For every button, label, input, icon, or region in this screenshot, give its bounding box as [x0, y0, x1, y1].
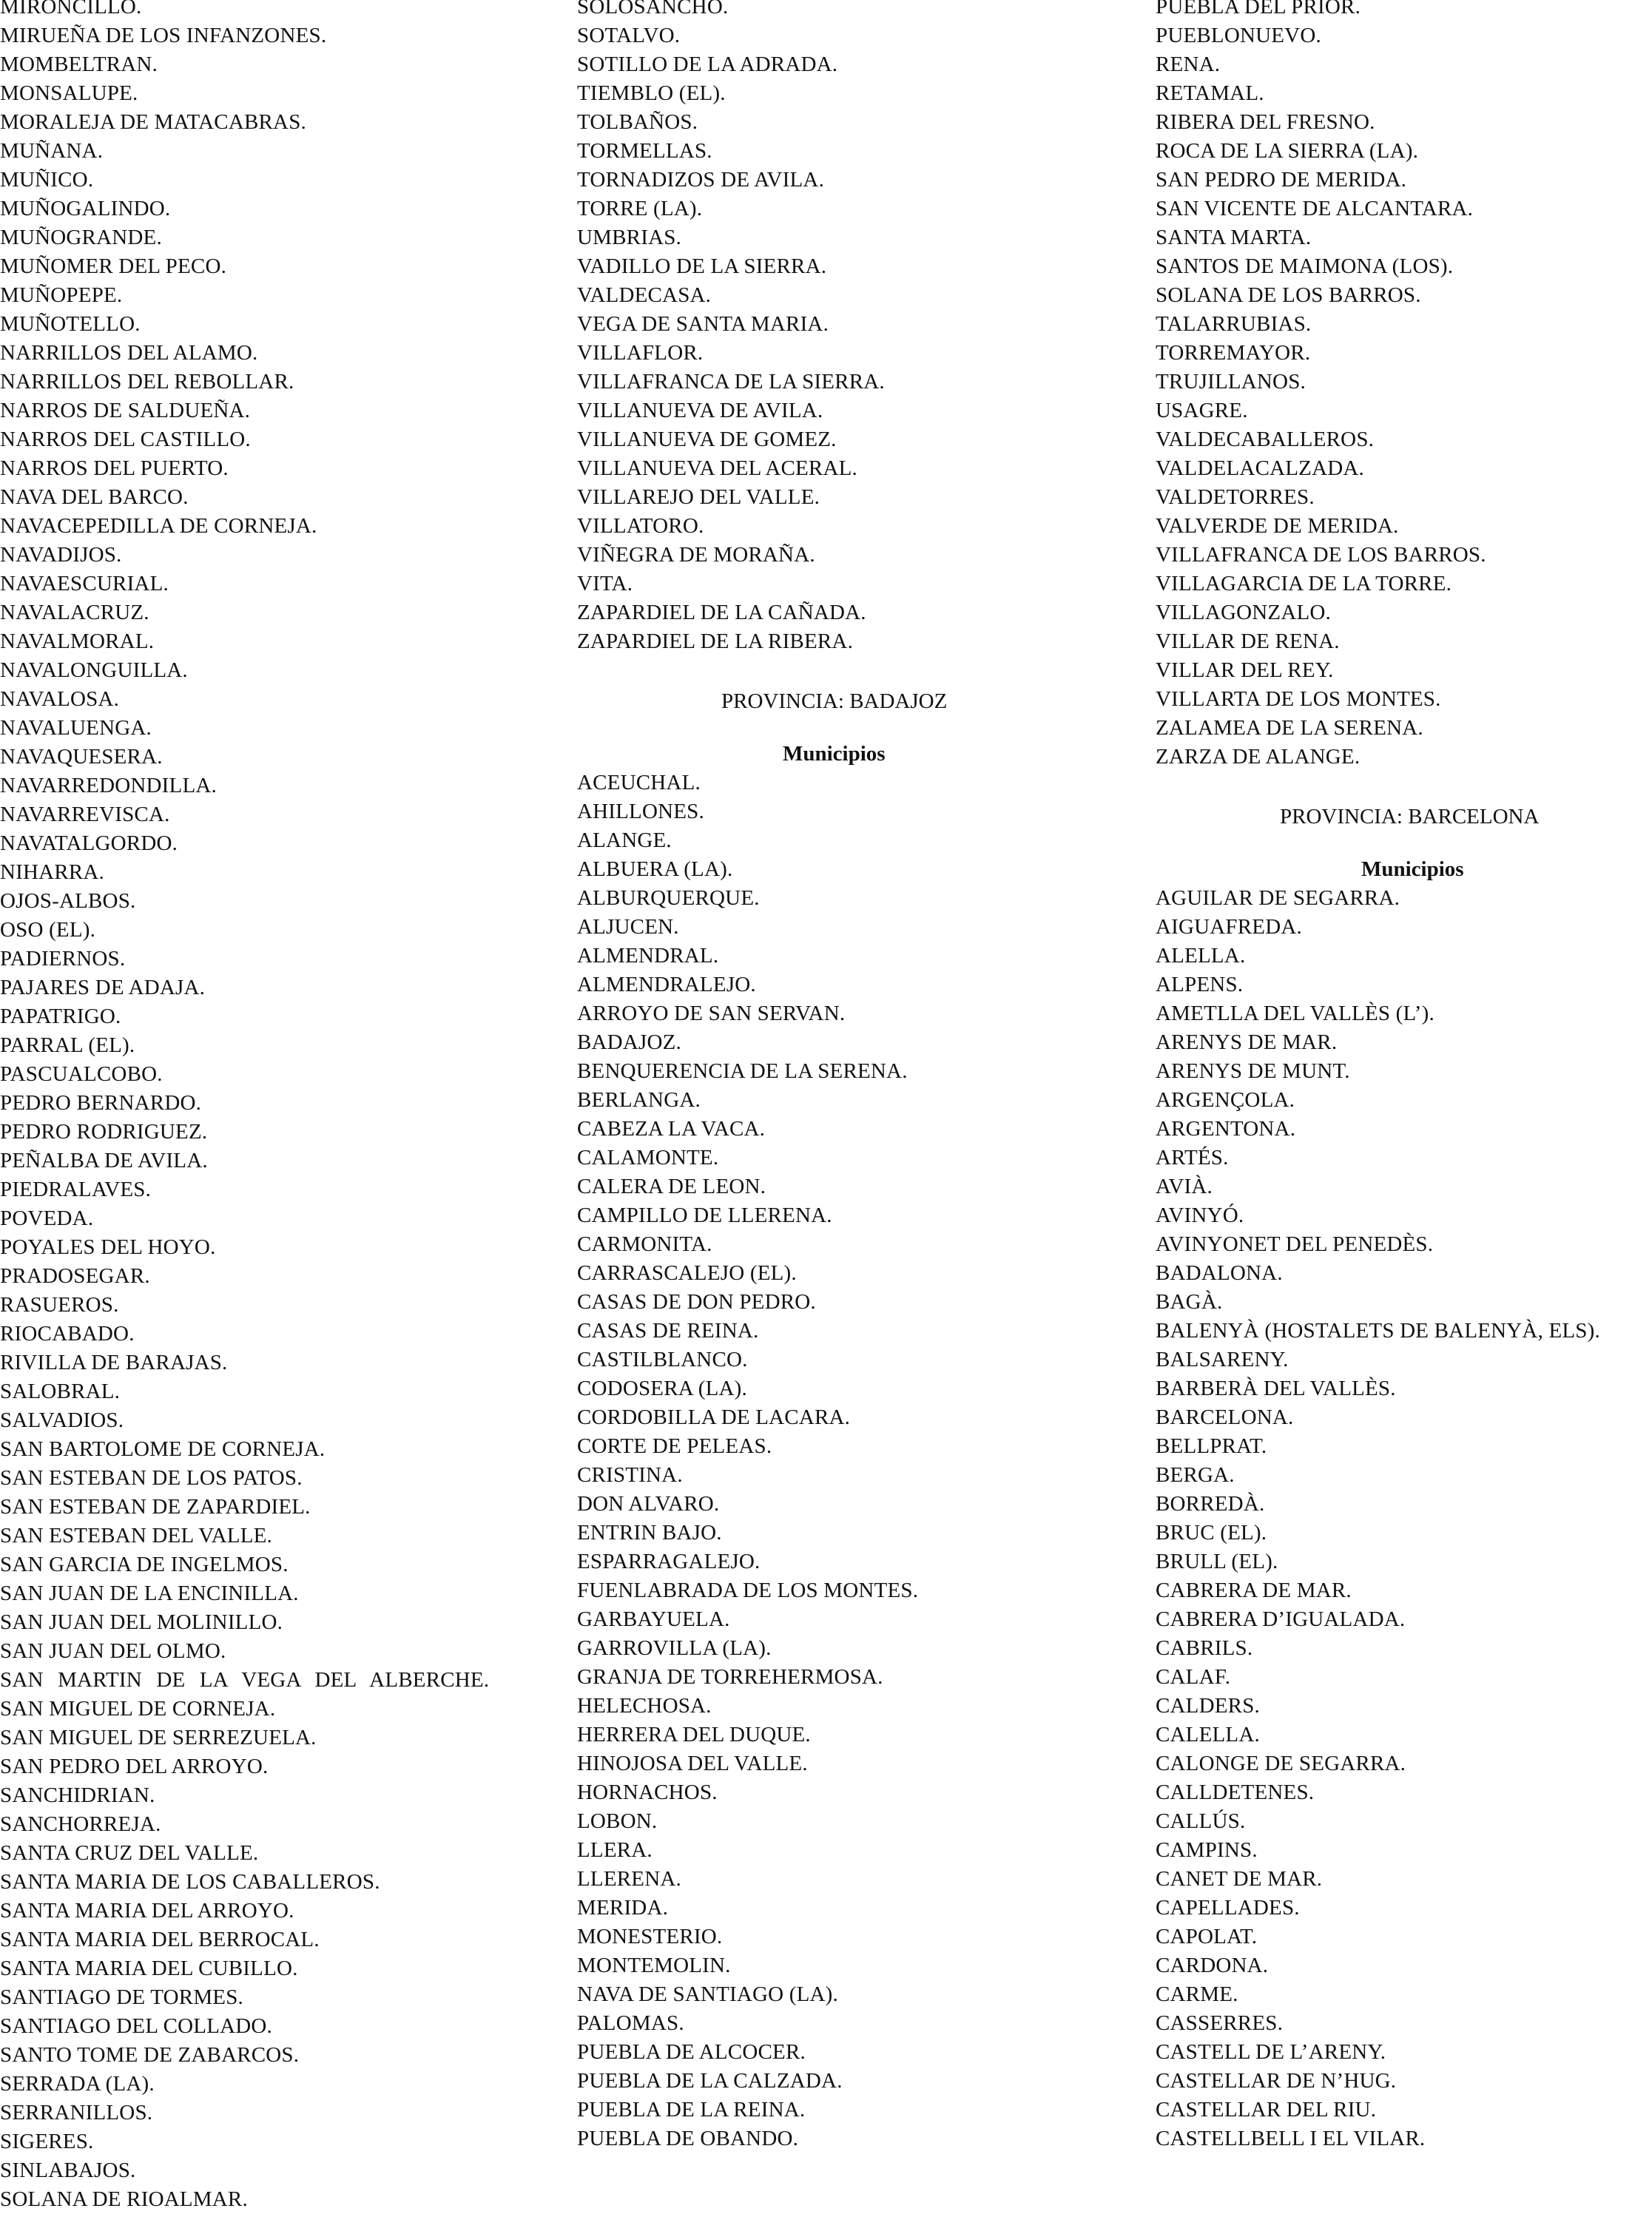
municipality-item: SOLANA DE LOS BARROS. — [1156, 283, 1421, 307]
municipality-item: BARCELONA. — [1156, 1405, 1294, 1429]
municipality-item: NAVAESCURIAL. — [0, 572, 169, 595]
municipality-item: BERLANGA. — [577, 1088, 701, 1112]
municipality-item: POVEDA. — [0, 1206, 94, 1230]
municipality-item: ARGENÇOLA. — [1156, 1088, 1295, 1112]
municipality-item: MIRONCILLO. — [0, 0, 142, 18]
municipality-item: MUÑANA. — [0, 139, 104, 163]
municipality-item: NARRILLOS DEL REBOLLAR. — [0, 370, 294, 394]
municipality-item: VILLAGARCIA DE LA TORRE. — [1156, 572, 1452, 595]
municipality-item: CORDOBILLA DE LACARA. — [577, 1405, 851, 1429]
municipality-item: ALJUCEN. — [577, 915, 679, 939]
municipality-item: BORREDÀ. — [1156, 1492, 1265, 1516]
municipality-item: ARENYS DE MUNT. — [1156, 1059, 1350, 1083]
municipality-item: FUENLABRADA DE LOS MONTES. — [577, 1579, 919, 1602]
municipality-item: HINOJOSA DEL VALLE. — [577, 1752, 808, 1775]
municipality-item: BENQUERENCIA DE LA SERENA. — [577, 1059, 908, 1083]
municipality-item: ACEUCHAL. — [577, 771, 701, 794]
municipality-item: HERRERA DEL DUQUE. — [577, 1723, 811, 1746]
municipality-item: CALONGE DE SEGARRA. — [1156, 1752, 1406, 1775]
municipality-item: RETAMAL. — [1156, 81, 1264, 105]
municipality-item: AVIÀ. — [1156, 1175, 1213, 1198]
municipality-item: AVINYÓ. — [1156, 1204, 1244, 1227]
municipality-item: MUÑOMER DEL PECO. — [0, 254, 227, 278]
municipality-item: CASAS DE DON PEDRO. — [577, 1290, 816, 1314]
municipality-item: AMETLLA DEL VALLÈS (L’). — [1156, 1002, 1434, 1025]
municipality-item: OJOS-ALBOS. — [0, 889, 136, 913]
municipality-item: ZAPARDIEL DE LA CAÑADA. — [577, 601, 866, 624]
municipality-item: LOBON. — [577, 1809, 658, 1833]
municipality-item: VITA. — [577, 572, 633, 595]
municipality-item: PAPATRIGO. — [0, 1005, 121, 1028]
municipality-item: SANCHORREJA. — [0, 1812, 161, 1836]
municipality-list-badajoz-continued — [1156, 0, 1652, 772]
municipality-item: CASAS DE REINA. — [577, 1319, 759, 1343]
municipality-item: VILLAFLOR. — [577, 341, 704, 365]
municipality-item: SANTA MARIA DEL BERROCAL. — [0, 1928, 320, 1951]
municipality-item: LLERA. — [577, 1838, 653, 1862]
municipality-item: MONESTERIO. — [577, 1925, 723, 1948]
municipality-item: SAN BARTOLOME DE CORNEJA. — [0, 1437, 326, 1461]
municipality-item: ARENYS DE MAR. — [1156, 1030, 1338, 1054]
municipality-item: PEDRO RODRIGUEZ. — [0, 1120, 208, 1144]
municipality-item: TALARRUBIAS. — [1156, 312, 1312, 336]
municipality-item: MERIDA. — [577, 1896, 669, 1920]
municipality-item: CRISTINA. — [577, 1463, 683, 1487]
municipality-item: NARROS DEL PUERTO. — [0, 456, 229, 480]
municipality-item: NAVADIJOS. — [0, 543, 122, 567]
municipality-item: SOLOSANCHO. — [577, 0, 729, 18]
municipality-item: CALLDETENES. — [1156, 1781, 1315, 1804]
municipality-item: ROCA DE LA SIERRA (LA). — [1156, 139, 1419, 163]
municipality-item: CALDERS. — [1156, 1694, 1260, 1718]
municipality-item: SAN ESTEBAN DE LOS PATOS. — [0, 1466, 303, 1490]
municipality-item: VILLANUEVA DE GOMEZ. — [577, 428, 837, 451]
municipality-item: CALAF. — [1156, 1665, 1231, 1689]
municipality-item: TRUJILLANOS. — [1156, 370, 1306, 394]
municipality-item: CALELLA. — [1156, 1723, 1260, 1746]
municipality-item: PEDRO BERNARDO. — [0, 1091, 202, 1115]
municipality-item: SAN PEDRO DEL ARROYO. — [0, 1755, 269, 1778]
municipality-item: SAN PEDRO DE MERIDA. — [1156, 168, 1407, 192]
municipality-item: BADALONA. — [1156, 1261, 1283, 1285]
municipality-item: TORREMAYOR. — [1156, 341, 1311, 365]
municipality-item: SAN ESTEBAN DE ZAPARDIEL. — [0, 1495, 311, 1519]
province-heading: PROVINCIA: BARCELONA — [1280, 805, 1540, 828]
municipality-item: NAVATALGORDO. — [0, 831, 178, 855]
municipality-item: NAVA DEL BARCO. — [0, 485, 189, 509]
municipality-item: NAVARREVISCA. — [0, 803, 170, 826]
municipality-item: UMBRIAS. — [577, 226, 681, 249]
municipality-item: MUÑOGRANDE. — [0, 226, 162, 249]
municipality-item: CARRASCALEJO (EL). — [577, 1261, 797, 1285]
municipality-item: BADAJOZ. — [577, 1030, 681, 1054]
municipality-item: SIGERES. — [0, 2130, 94, 2153]
municipality-item: SAN VICENTE DE ALCANTARA. — [1156, 197, 1474, 220]
municipality-item: CAMPILLO DE LLERENA. — [577, 1204, 832, 1227]
municipality-item: RIVILLA DE BARAJAS. — [0, 1351, 228, 1374]
municipality-item: SINLABAJOS. — [0, 2159, 136, 2182]
municipality-item: MIRUEÑA DE LOS INFANZONES. — [0, 24, 327, 47]
municipality-item: PASCUALCOBO. — [0, 1062, 163, 1086]
municipality-item: VILLARTA DE LOS MONTES. — [1156, 687, 1441, 711]
municipality-item: SALOBRAL. — [0, 1380, 121, 1403]
municipality-item: SOTILLO DE LA ADRADA. — [577, 53, 838, 76]
municipality-item: ZARZA DE ALANGE. — [1156, 745, 1361, 769]
municipality-item: MONTEMOLIN. — [577, 1954, 731, 1977]
municipality-item: CAPELLADES. — [1156, 1896, 1300, 1920]
municipality-item: AVINYONET DEL PENEDÈS. — [1156, 1232, 1434, 1256]
municipality-item: ALMENDRALEJO. — [577, 973, 756, 996]
municipality-item: MOMBELTRAN. — [0, 53, 158, 76]
municipality-item: HORNACHOS. — [577, 1781, 718, 1804]
municipality-item: CORTE DE PELEAS. — [577, 1434, 772, 1458]
municipality-item: NARRILLOS DEL ALAMO. — [0, 341, 258, 365]
municipality-item: SERRADA (LA). — [0, 2072, 155, 2096]
municipality-item: PUEBLA DE LA REINA. — [577, 2098, 806, 2122]
municipality-item: ESPARRAGALEJO. — [577, 1550, 761, 1573]
municipality-item: NAVALONGUILLA. — [0, 658, 188, 682]
municipality-item: VIÑEGRA DE MORAÑA. — [577, 543, 815, 567]
municipality-item: ARTÉS. — [1156, 1146, 1229, 1170]
municipality-item: CABRILS. — [1156, 1636, 1253, 1660]
municipality-item: SANCHIDRIAN. — [0, 1783, 155, 1807]
municipality-item: OSO (EL). — [0, 918, 96, 942]
municipality-item: PUEBLA DEL PRIOR. — [1156, 0, 1361, 18]
municipality-item: VILLAFRANCA DE LOS BARROS. — [1156, 543, 1486, 567]
municipality-item: CASSERRES. — [1156, 2011, 1284, 2035]
municipality-item: VILLANUEVA DE AVILA. — [577, 399, 823, 422]
municipality-item: AHILLONES. — [577, 800, 704, 823]
municipality-item: MUÑOTELLO. — [0, 312, 141, 336]
municipios-subheading: Municipios — [783, 742, 886, 766]
municipality-item: PARRAL (EL). — [0, 1033, 135, 1057]
municipality-item: MUÑOPEPE. — [0, 283, 123, 307]
municipality-item: CASTELLAR DEL RIU. — [1156, 2098, 1377, 2122]
municipality-item: TORNADIZOS DE AVILA. — [577, 168, 825, 192]
municipality-item: ALELLA. — [1156, 944, 1246, 968]
municipality-item: PRADOSEGAR. — [0, 1264, 150, 1288]
municipality-item: DON ALVARO. — [577, 1492, 720, 1516]
municipality-item: VILLANUEVA DEL ACERAL. — [577, 456, 857, 480]
municipality-item: CALAMONTE. — [577, 1146, 719, 1170]
municipality-item: PADIERNOS. — [0, 947, 126, 971]
municipality-item: VILLATORO. — [577, 514, 704, 538]
municipality-item: VILLAR DE RENA. — [1156, 630, 1340, 653]
municipality-item: USAGRE. — [1156, 399, 1248, 422]
municipality-item: PUEBLA DE ALCOCER. — [577, 2040, 806, 2064]
municipality-item: TORRE (LA). — [577, 197, 703, 220]
municipality-item: VALDELACALZADA. — [1156, 456, 1364, 480]
municipios-subheading: Municipios — [1361, 857, 1464, 881]
municipality-item: CANET DE MAR. — [1156, 1867, 1323, 1891]
municipality-item: VALDETORRES. — [1156, 485, 1315, 509]
municipality-item: SANTO TOME DE ZABARCOS. — [0, 2043, 300, 2067]
municipality-item: NIHARRA. — [0, 860, 104, 884]
municipality-item: RENA. — [1156, 53, 1221, 76]
municipality-item: VALDECASA. — [577, 283, 712, 307]
municipality-item: SERRANILLOS. — [0, 2101, 153, 2124]
column-1 — [0, 0, 562, 2214]
municipality-item: SANTIAGO DE TORMES. — [0, 1985, 244, 2009]
municipality-item: NAVARREDONDILLA. — [0, 774, 217, 797]
municipality-item: SANTA MARIA DE LOS CABALLEROS. — [0, 1870, 380, 1894]
municipality-item: MORALEJA DE MATACABRAS. — [0, 110, 306, 134]
municipality-item: CARMONITA. — [577, 1232, 712, 1256]
municipality-item: SANTA MARIA DEL ARROYO. — [0, 1899, 294, 1923]
municipality-item: SALVADIOS. — [0, 1408, 124, 1432]
municipality-item: LLERENA. — [577, 1867, 681, 1891]
municipality-item: ARGENTONA. — [1156, 1117, 1296, 1141]
municipality-item: NARROS DE SALDUEÑA. — [0, 399, 251, 422]
municipality-item: GRANJA DE TORREHERMOSA. — [577, 1665, 883, 1689]
municipality-item: CALERA DE LEON. — [577, 1175, 766, 1198]
municipality-item: SANTOS DE MAIMONA (LOS). — [1156, 254, 1454, 278]
municipality-item: SANTA MARTA. — [1156, 226, 1312, 249]
municipality-item: BERGA. — [1156, 1463, 1235, 1487]
municipality-item: BAGÀ. — [1156, 1290, 1223, 1314]
municipality-item: ALBURQUERQUE. — [577, 886, 760, 910]
municipality-item: CABRERA D’IGUALADA. — [1156, 1607, 1406, 1631]
column-3 — [1156, 0, 1652, 2153]
municipality-item: CABRERA DE MAR. — [1156, 1579, 1352, 1602]
municipality-item: BALSARENY. — [1156, 1348, 1289, 1371]
municipality-item: VALDECABALLEROS. — [1156, 428, 1375, 451]
municipality-item: ALPENS. — [1156, 973, 1244, 996]
municipality-item: NAVA DE SANTIAGO (LA). — [577, 1982, 838, 2006]
municipality-item: VILLAFRANCA DE LA SIERRA. — [577, 370, 885, 394]
municipality-item: BALENYÀ (HOSTALETS DE BALENYÀ, ELS). — [1156, 1319, 1600, 1343]
municipality-item: NAVALUENGA. — [0, 716, 152, 740]
municipality-item: VILLAR DEL REY. — [1156, 658, 1334, 682]
municipality-item: CALLÚS. — [1156, 1809, 1246, 1833]
municipality-item: VALVERDE DE MERIDA. — [1156, 514, 1399, 538]
municipality-item: RIOCABADO. — [0, 1322, 135, 1346]
municipality-list-badajoz — [577, 769, 1139, 2153]
municipality-item: ZAPARDIEL DE LA RIBERA. — [577, 630, 854, 653]
municipality-item: CAPOLAT. — [1156, 1925, 1258, 1948]
municipality-item: SANTIAGO DEL COLLADO. — [0, 2014, 273, 2038]
municipality-item: PEÑALBA DE AVILA. — [0, 1149, 208, 1172]
municipality-list-avila-end — [577, 0, 1139, 656]
municipality-item: ALANGE. — [577, 828, 672, 852]
municipality-item: CAMPINS. — [1156, 1838, 1258, 1862]
municipality-item: ZALAMEA DE LA SERENA. — [1156, 716, 1423, 740]
municipality-item: PUEBLA DE LA CALZADA. — [577, 2069, 843, 2093]
municipality-item: MONSALUPE. — [0, 81, 138, 105]
municipality-item: PALOMAS. — [577, 2011, 684, 2035]
province-heading: PROVINCIA: BADAJOZ — [721, 689, 948, 713]
municipality-item: ENTRIN BAJO. — [577, 1521, 722, 1545]
section-header-barcelona — [1280, 803, 1652, 884]
municipality-item: CARDONA. — [1156, 1954, 1269, 1977]
municipality-item: SAN JUAN DEL OLMO. — [0, 1639, 226, 1663]
municipality-item: BARBERÀ DEL VALLÈS. — [1156, 1377, 1396, 1400]
municipality-item: ALBUERA (LA). — [577, 857, 733, 881]
municipality-item: PIEDRALAVES. — [0, 1178, 152, 1201]
municipality-item: VILLAGONZALO. — [1156, 601, 1331, 624]
municipality-item: CABEZA LA VACA. — [577, 1117, 766, 1141]
municipality-item: SAN JUAN DEL MOLINILLO. — [0, 1610, 283, 1634]
municipality-item: SANTA CRUZ DEL VALLE. — [0, 1841, 259, 1865]
municipality-item: HELECHOSA. — [577, 1694, 712, 1718]
municipality-item: VEGA DE SANTA MARIA. — [577, 312, 829, 336]
municipality-item: AGUILAR DE SEGARRA. — [1156, 886, 1400, 910]
municipality-item: MUÑOGALINDO. — [0, 197, 171, 220]
municipality-item: POYALES DEL HOYO. — [0, 1235, 216, 1259]
municipality-item: TOLBAÑOS. — [577, 110, 698, 134]
municipality-item: CODOSERA (LA). — [577, 1377, 747, 1400]
municipality-item: SAN ESTEBAN DEL VALLE. — [0, 1524, 272, 1548]
municipality-item: RASUEROS. — [0, 1293, 119, 1317]
municipality-item: NAVALACRUZ. — [0, 601, 149, 624]
municipality-item: SAN MIGUEL DE SERREZUELA. — [0, 1726, 317, 1749]
municipality-item: AIGUAFREDA. — [1156, 915, 1302, 939]
municipality-item: BRUC (EL). — [1156, 1521, 1267, 1545]
column-2 — [577, 0, 1139, 2153]
municipality-item: CARME. — [1156, 1982, 1238, 2006]
municipality-item: PUEBLONUEVO. — [1156, 24, 1321, 47]
municipality-item: SAN MIGUEL DE CORNEJA. — [0, 1697, 276, 1721]
municipality-item: RIBERA DEL FRESNO. — [1156, 110, 1375, 134]
municipality-item: NAVACEPEDILLA DE CORNEJA. — [0, 514, 317, 538]
municipality-item: CASTELLBELL I EL VILAR. — [1156, 2127, 1426, 2150]
municipality-item: VILLAREJO DEL VALLE. — [577, 485, 820, 509]
municipality-item: CASTELL DE L’ARENY. — [1156, 2040, 1386, 2064]
municipality-item: GARROVILLA (LA). — [577, 1636, 772, 1660]
municipality-item: MUÑICO. — [0, 168, 94, 192]
municipality-item: SAN MARTIN DE LA VEGA DEL ALBERCHE. — [0, 1668, 490, 1692]
section-header-badajoz — [721, 687, 1139, 769]
municipality-item: PUEBLA DE OBANDO. — [577, 2127, 799, 2150]
municipality-item: ALMENDRAL. — [577, 944, 719, 968]
municipality-item: NARROS DEL CASTILLO. — [0, 428, 251, 451]
municipality-item: NAVALMORAL. — [0, 630, 155, 653]
municipality-item: CASTELLAR DE N’HUG. — [1156, 2069, 1397, 2093]
municipality-item: CASTILBLANCO. — [577, 1348, 748, 1371]
municipality-item: TIEMBLO (EL). — [577, 81, 726, 105]
municipality-item: PAJARES DE ADAJA. — [0, 976, 206, 999]
municipality-item: SOTALVO. — [577, 24, 681, 47]
municipality-item: SANTA MARIA DEL CUBILLO. — [0, 1957, 298, 1980]
municipality-item: SAN GARCIA DE INGELMOS. — [0, 1553, 289, 1576]
municipality-item: BRULL (EL). — [1156, 1550, 1278, 1573]
municipality-item: BELLPRAT. — [1156, 1434, 1267, 1458]
municipality-item: NAVAQUESERA. — [0, 745, 163, 769]
municipality-item: ARROYO DE SAN SERVAN. — [577, 1002, 846, 1025]
municipality-item: SAN JUAN DE LA ENCINILLA. — [0, 1582, 299, 1605]
municipality-list-barcelona — [1156, 884, 1652, 2153]
municipality-item: VADILLO DE LA SIERRA. — [577, 254, 827, 278]
municipality-list-avila-continued — [0, 0, 562, 2214]
municipality-item: TORMELLAS. — [577, 139, 712, 163]
municipality-item: NAVALOSA. — [0, 687, 120, 711]
municipality-item: SOLANA DE RIOALMAR. — [0, 2187, 248, 2211]
municipality-item: GARBAYUELA. — [577, 1607, 730, 1631]
